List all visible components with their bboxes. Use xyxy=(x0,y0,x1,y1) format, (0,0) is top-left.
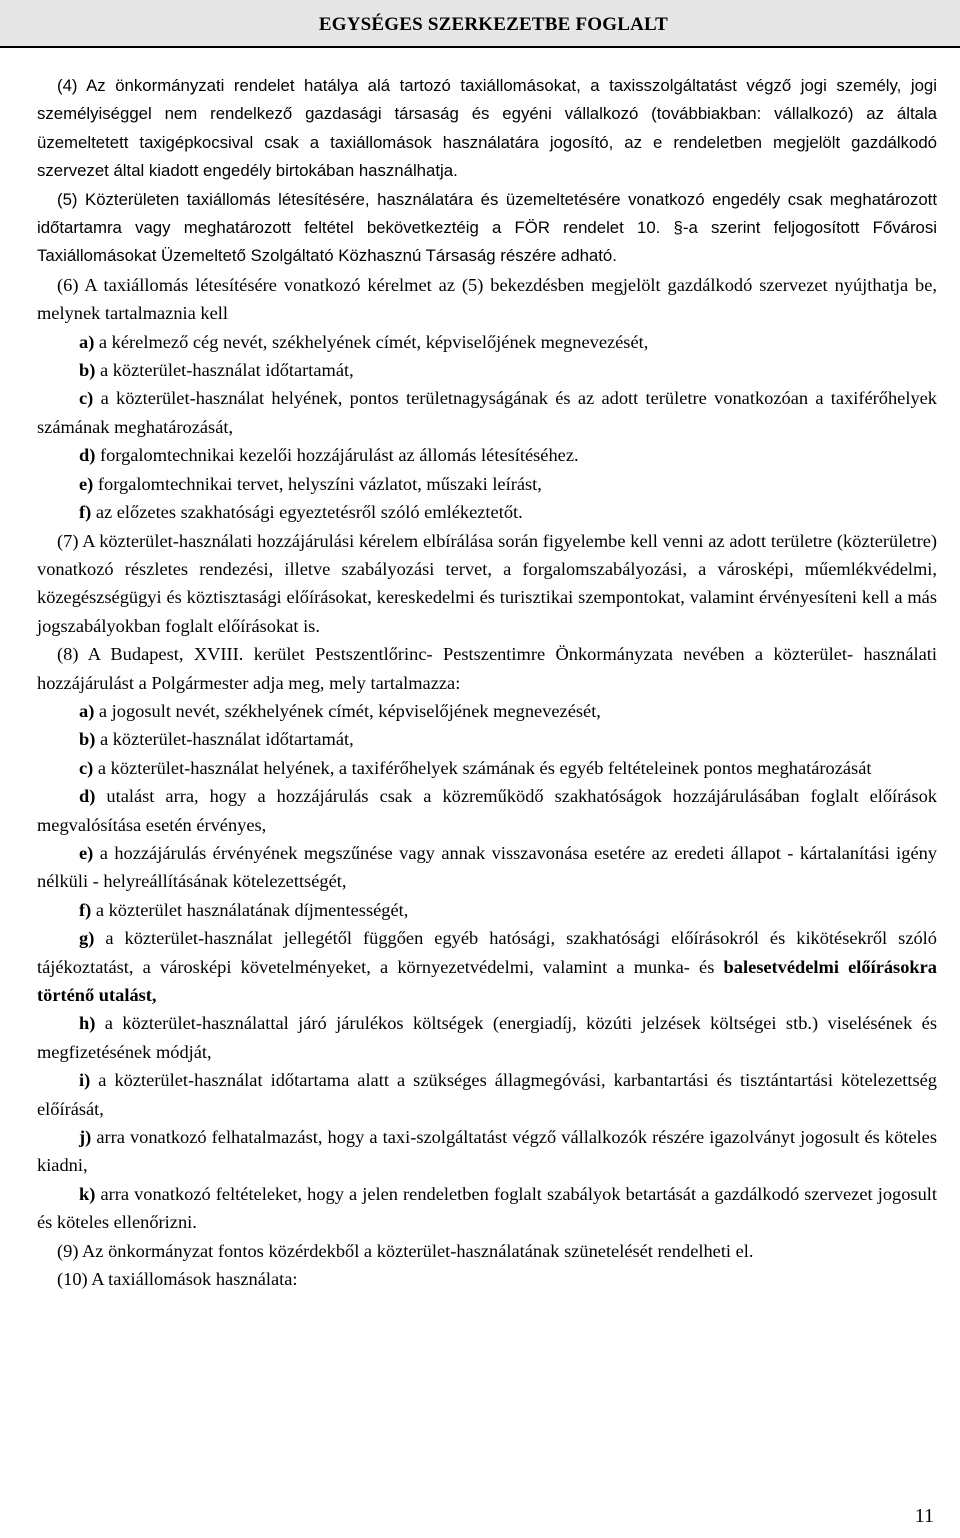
list-item xyxy=(37,356,937,384)
list-item xyxy=(37,839,937,896)
list-item xyxy=(37,384,937,441)
item-text: arra vonatkozó felhatalmazást, hogy a taxi-szolgáltatást végző vállalkozók részére igazolványt jogosult és köteles kiadni, xyxy=(37,1127,937,1176)
item-text: a közterület-használat helyének, a taxiférőhelyek számának és egyéb feltételeinek pontos meghatározását xyxy=(93,757,872,778)
paragraph-5: (5) Közterületen taxiállomás létesítésére, használatára és üzemeltetésére vonatkozó engedély csak meghatározott időtartamra vagy meghatározott feltétel bekövetkeztéig a FÖR rendelet 10. §-a szerint feljogosított Fővárosi Taxiállomásokat Üzemeltető Szolgáltató Közhasznú Társaság részére adható. xyxy=(37,189,937,266)
item-text: a közterület-használat időtartamát, xyxy=(95,729,354,750)
list-item xyxy=(37,782,937,839)
item-label: f) xyxy=(79,502,92,523)
list-item xyxy=(37,754,937,782)
item-label: a) xyxy=(79,331,95,352)
paragraph-8-list xyxy=(37,697,937,1237)
item-label: f) xyxy=(79,899,92,920)
item-text: a közterület-használat időtartamát, xyxy=(95,360,354,381)
page-number: 11 xyxy=(914,1505,934,1527)
paragraph-4: (4) Az önkormányzati rendelet hatálya alá tartozó taxiállomásokat, a taxisszolgáltatást végző jogi személy, jogi személyiséggel nem rendelkező gazdasági társaság és egyéni vállalkozó (továbbiakban: vállalkozó) az általa üzemeltetett taxigépkocsival csak a taxiállomások használatára jogosító, az e rendeletben megjelölt gazdálkodó szervezet által kiadott engedély birtokában használhatja. xyxy=(37,76,937,181)
item-label: i) xyxy=(79,1070,91,1091)
document-body xyxy=(37,72,937,1293)
item-text: a közterület használatának díjmentességét, xyxy=(91,899,409,920)
paragraph-8: (8) A Budapest, XVIII. kerület Pestszentlőrinc- Pestszentimre Önkormányzata nevében a közterület- használati hozzájárulást a Polgármester adja meg, mely tartalmazza: xyxy=(37,644,937,693)
paragraph-7: (7) A közterület-használati hozzájárulási kérelem elbírálása során figyelembe kell venni az adott területre (közterületre) vonatkozó részletes rendezési, illetve szabályozási tervet, a forgalomszabályozási, a városképi, műemlékvédelmi, közegészségügyi és köztisztasági előírásokat, kereskedelmi és turisztikai szempontokat, valamint érvényesíteni kell a más jogszabályokban foglalt előírásokat is. xyxy=(37,530,937,636)
header-title: EGYSÉGES SZERKEZETBE FOGLALT xyxy=(318,14,668,35)
item-label: j) xyxy=(79,1127,92,1148)
list-item xyxy=(37,725,937,753)
item-label: c) xyxy=(79,388,94,409)
paragraph-6-list xyxy=(37,328,937,527)
item-label: d) xyxy=(79,786,96,807)
item-label: c) xyxy=(79,757,94,778)
item-label: e) xyxy=(79,842,94,863)
item-bold-tail: balesetvédelmi előírásokra történő utalást, xyxy=(37,956,937,1005)
item-text: arra vonatkozó feltételeket, hogy a jelen rendeletben foglalt szabályok betartását a gazdálkodó szervezet jogosult és köteles ellenőrizni. xyxy=(37,1183,937,1233)
page-header xyxy=(0,0,960,48)
item-text: a kérelmező cég nevét, székhelyének címét, képviselőjének megnevezését, xyxy=(94,331,649,352)
item-text: a jogosult nevét, székhelyének címét, képviselőjének megnevezését, xyxy=(94,700,601,721)
list-item xyxy=(37,1009,937,1066)
paragraph-10: (10) A taxiállomások használata: xyxy=(57,1269,298,1290)
list-item xyxy=(37,1180,937,1237)
list-item xyxy=(37,1123,937,1180)
item-label: d) xyxy=(79,445,96,466)
item-label: b) xyxy=(79,360,96,381)
list-item xyxy=(37,470,937,498)
list-item xyxy=(37,924,937,1009)
item-text: forgalomtechnikai kezelői hozzájárulást az állomás létesítéséhez. xyxy=(95,445,579,466)
item-text: a hozzájárulás érvényének megszűnése vagy annak visszavonása esetére az eredeti állapot - kártalanítási igény nélküli - helyreállításának kötelezettségét, xyxy=(37,842,937,892)
item-label: g) xyxy=(79,928,95,949)
item-text: a közterület-használattal járó járulékos költségek (energiadíj, közúti jelzések költségei stb.) viselésének és megfizetésének módját, xyxy=(37,1013,937,1062)
paragraph-6: (6) A taxiállomás létesítésére vonatkozó kérelmet az (5) bekezdésben megjelölt gazdálkodó szervezet nyújthatja be, melynek tartalmaznia kell xyxy=(37,274,937,324)
list-item xyxy=(37,328,937,356)
item-label: a) xyxy=(79,700,95,721)
item-label: e) xyxy=(79,473,94,494)
item-text: a közterület-használat időtartama alatt a szükséges állagmegóvási, karbantartási és tisztántartási kötelezettség előírását, xyxy=(37,1070,937,1119)
list-item xyxy=(37,1066,937,1123)
item-text: az előzetes szakhatósági egyeztetésről szóló emlékeztetőt. xyxy=(91,502,523,523)
item-label: k) xyxy=(79,1183,96,1204)
item-label: h) xyxy=(79,1013,96,1034)
list-item xyxy=(37,896,937,924)
list-item xyxy=(37,441,937,469)
item-text: forgalomtechnikai tervet, helyszíni vázlatot, műszaki leírást, xyxy=(93,473,542,494)
paragraph-9: (9) Az önkormányzat fontos közérdekből a közterület-használatának szünetelését rendelheti el. xyxy=(57,1240,754,1261)
item-text: a közterület-használat jellegétől függően egyéb hatósági, szakhatósági előírásokról és kikötésekről szóló tájékoztatást, a városképi követelményeket, a környezetvédelmi, valamint a munka- és xyxy=(37,928,937,977)
item-text: a közterület-használat helyének, pontos területnagyságának és az adott területre vonatkozóan a taxiférőhelyek számának meghatározását, xyxy=(37,388,937,437)
list-item xyxy=(37,697,937,725)
list-item xyxy=(37,498,937,526)
item-text: utalást arra, hogy a hozzájárulás csak a közreműködő szakhatóságok hozzájárulásában foglalt előírások megvalósítása esetén érvényes, xyxy=(37,786,937,835)
item-label: b) xyxy=(79,729,96,750)
